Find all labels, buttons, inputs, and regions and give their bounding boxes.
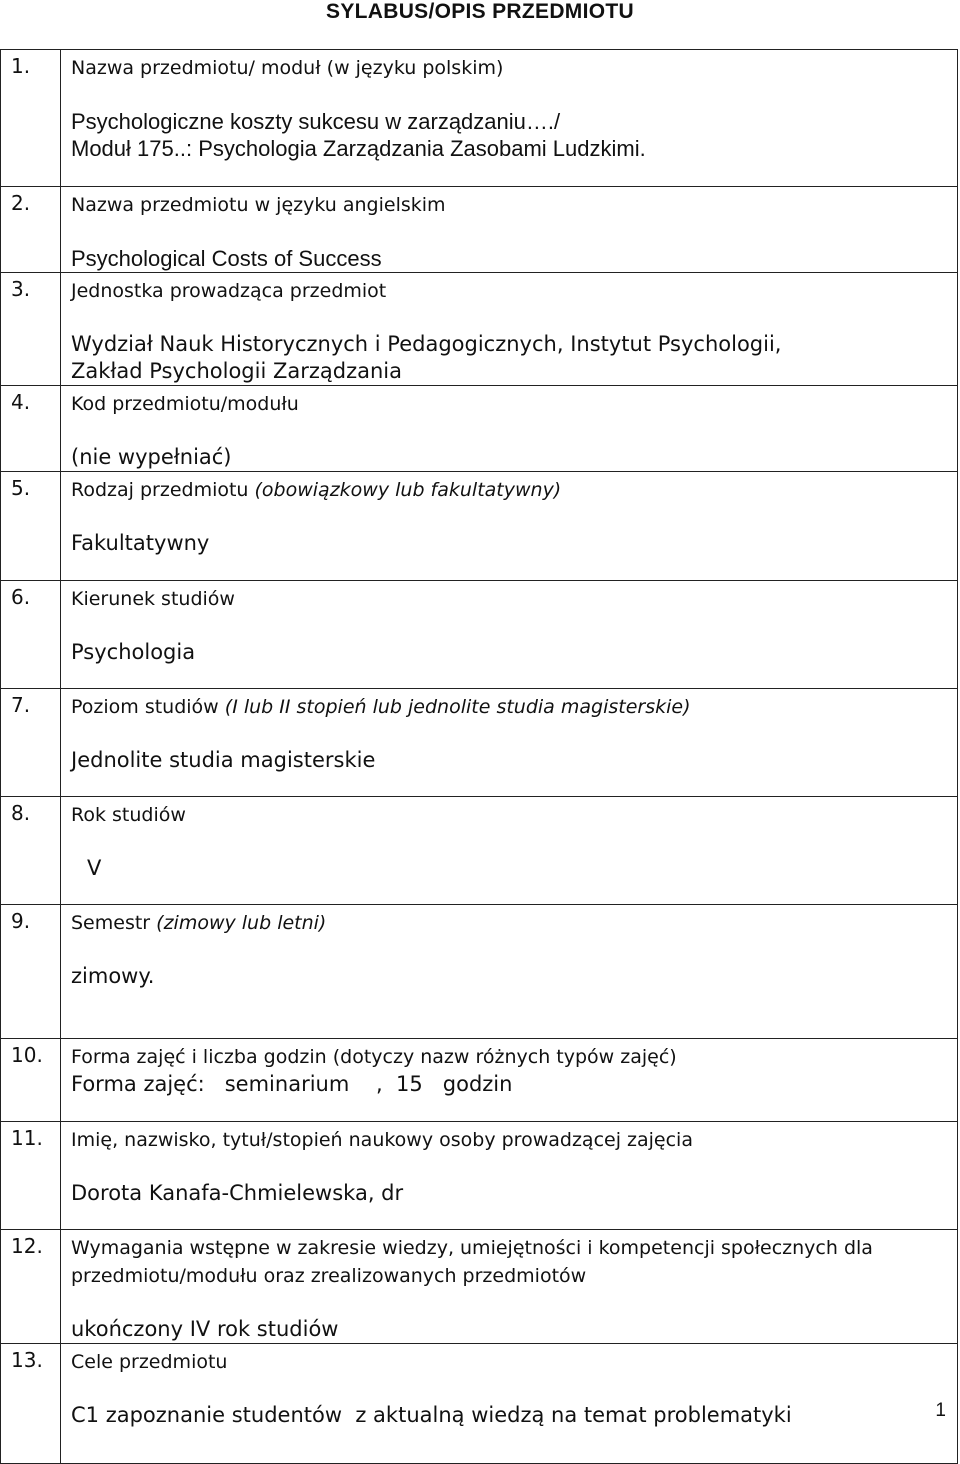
table-row <box>1 50 958 187</box>
row-number: 9. <box>1 905 61 1039</box>
row-value: Zakład Psychologii Zarządzania <box>71 359 402 383</box>
row-number: 3. <box>1 273 61 386</box>
table-row <box>1 689 958 797</box>
row-value: zimowy. <box>71 964 155 988</box>
row-number: 8. <box>1 797 61 905</box>
row-label: Nazwa przedmiotu w języku angielskim <box>71 194 446 216</box>
table-row <box>1 273 958 386</box>
row-content <box>61 581 958 689</box>
row-value: Fakultatywny <box>71 531 210 555</box>
row-value: Jednolite studia magisterskie <box>71 748 376 772</box>
row-content <box>61 1122 958 1230</box>
row-label-hint: (zimowy lub letni) <box>156 912 327 934</box>
table-row <box>1 386 958 472</box>
row-label <box>71 909 957 937</box>
row-label: Forma zajęć i liczba godzin (dotyczy nazw różnych typów zajęć) <box>71 1046 677 1068</box>
row-value: ukończony IV rok studiów <box>71 1317 339 1341</box>
row-label: Imię, nazwisko, tytuł/stopień naukowy osoby prowadzącej zajęcia <box>71 1129 693 1151</box>
row-value: Forma zajęć: seminarium , 15 godzin <box>71 1072 513 1096</box>
table-row <box>1 1122 958 1230</box>
row-label: Jednostka prowadząca przedmiot <box>71 280 387 302</box>
row-label: Kierunek studiów <box>71 588 235 610</box>
row-label: Cele przedmiotu <box>71 1351 228 1373</box>
row-content <box>61 472 958 581</box>
table-row <box>1 581 958 689</box>
table-row <box>1 1230 958 1344</box>
table-row <box>1 797 958 905</box>
row-number: 7. <box>1 689 61 797</box>
row-label-hint: (obowiązkowy lub fakultatywny) <box>254 479 562 501</box>
row-content <box>61 1344 958 1464</box>
row-label: Nazwa przedmiotu/ moduł (w języku polskim) <box>71 57 504 79</box>
row-value: Psychologiczne koszty sukcesu w zarządzaniu…./ <box>71 109 561 134</box>
row-number: 5. <box>1 472 61 581</box>
row-number: 4. <box>1 386 61 472</box>
row-label-text: Poziom studiów <box>71 696 219 718</box>
row-label: przedmiotu/modułu oraz zrealizowanych przedmiotów <box>71 1265 587 1287</box>
table-row <box>1 905 958 1039</box>
row-label <box>71 476 957 504</box>
row-value: Wydział Nauk Historycznych i Pedagogicznych, Instytut Psychologii, <box>71 332 782 356</box>
row-number: 12. <box>1 1230 61 1344</box>
row-value: Psychologia <box>71 640 196 664</box>
row-number: 10. <box>1 1039 61 1122</box>
row-value: Psychological Costs of Success <box>71 246 382 271</box>
row-content <box>61 1230 958 1344</box>
row-number: 6. <box>1 581 61 689</box>
row-number: 13. <box>1 1344 61 1464</box>
row-value: (nie wypełniać) <box>71 445 232 469</box>
table-row <box>1 187 958 273</box>
row-content <box>61 187 958 273</box>
table-row <box>1 472 958 581</box>
row-label: Kod przedmiotu/modułu <box>71 393 299 415</box>
row-content <box>61 50 958 187</box>
row-value: V <box>87 856 102 880</box>
row-label-text: Rodzaj przedmiotu <box>71 479 249 501</box>
row-value: C1 zapoznanie studentów z aktualną wiedzą na temat problematyki <box>71 1403 792 1427</box>
row-label: Wymagania wstępne w zakresie wiedzy, umiejętności i kompetencji społecznych dla <box>71 1237 873 1259</box>
row-content <box>61 386 958 472</box>
table-row <box>1 1039 958 1122</box>
document-title: SYLABUS/OPIS PRZEDMIOTU <box>326 0 634 23</box>
row-label-hint: (I lub II stopień lub jednolite studia magisterskie) <box>224 696 691 718</box>
row-value: Moduł 175..: Psychologia Zarządzania Zasobami Ludzkimi. <box>71 136 646 161</box>
row-label-text: Semestr <box>71 912 151 934</box>
row-value: Dorota Kanafa-Chmielewska, dr <box>71 1181 404 1205</box>
row-content <box>61 797 958 905</box>
row-number: 11. <box>1 1122 61 1230</box>
row-content <box>61 273 958 386</box>
row-content <box>61 905 958 1039</box>
row-label: Rok studiów <box>71 804 186 826</box>
row-content <box>61 1039 958 1122</box>
row-label <box>71 693 957 721</box>
page-number: 1 <box>935 1400 946 1421</box>
syllabus-table <box>0 49 958 1464</box>
table-row <box>1 1344 958 1464</box>
row-number: 2. <box>1 187 61 273</box>
row-content <box>61 689 958 797</box>
row-number: 1. <box>1 50 61 187</box>
